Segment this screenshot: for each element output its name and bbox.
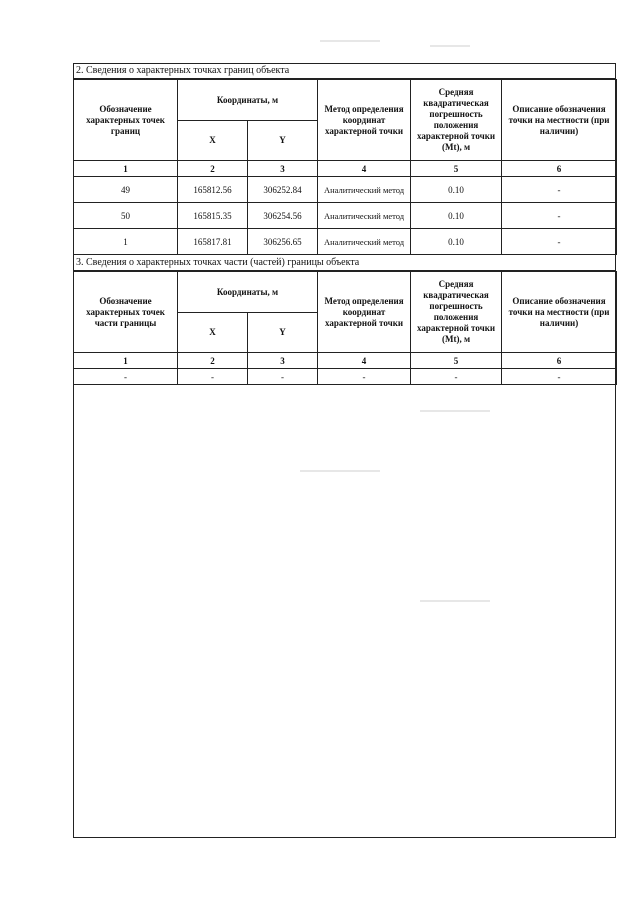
section3-title: 3. Сведения о характерных точках части (частей) границы объекта xyxy=(73,256,616,271)
table-row xyxy=(74,369,617,385)
error-value: 0.10 xyxy=(411,229,502,255)
coord-x: - xyxy=(178,369,248,385)
header-coords: Координаты, м xyxy=(178,272,318,313)
coord-y: 306252.84 xyxy=(248,177,318,203)
col-number: 3 xyxy=(248,161,318,177)
col-number: 4 xyxy=(318,353,411,369)
method: Аналитический метод xyxy=(318,177,411,203)
col-number: 2 xyxy=(178,161,248,177)
table-row xyxy=(74,203,617,229)
description: - xyxy=(502,369,617,385)
coord-y: - xyxy=(248,369,318,385)
header-designation: Обозначение характерных точек части границы xyxy=(74,272,178,353)
header-x: X xyxy=(178,121,248,161)
col-number: 1 xyxy=(74,161,178,177)
col-number: 1 xyxy=(74,353,178,369)
section2-table xyxy=(73,79,617,255)
error-value: 0.10 xyxy=(411,203,502,229)
col-number: 5 xyxy=(411,353,502,369)
coord-x: 165817.81 xyxy=(178,229,248,255)
header-x: X xyxy=(178,313,248,353)
scan-artifact xyxy=(320,40,380,42)
coord-y: 306254.56 xyxy=(248,203,318,229)
method: - xyxy=(318,369,411,385)
header-y: Y xyxy=(248,121,318,161)
method: Аналитический метод xyxy=(318,203,411,229)
error-value: - xyxy=(411,369,502,385)
scan-artifact xyxy=(430,45,470,47)
point-id: - xyxy=(74,369,178,385)
header-description: Описание обозначения точки на местности (при наличии) xyxy=(502,80,617,161)
error-value: 0.10 xyxy=(411,177,502,203)
col-number: 6 xyxy=(502,161,617,177)
header-method: Метод определения координат характерной точки xyxy=(318,80,411,161)
method: Аналитический метод xyxy=(318,229,411,255)
table-row xyxy=(74,229,617,255)
description: - xyxy=(502,203,617,229)
header-error: Средняя квадратическая погрешность положения характерной точки (Mt), м xyxy=(411,272,502,353)
header-coords: Координаты, м xyxy=(178,80,318,121)
header-error: Средняя квадратическая погрешность положения характерной точки (Mt), м xyxy=(411,80,502,161)
coord-x: 165812.56 xyxy=(178,177,248,203)
col-number: 5 xyxy=(411,161,502,177)
col-number: 4 xyxy=(318,161,411,177)
description: - xyxy=(502,177,617,203)
description: - xyxy=(502,229,617,255)
col-number: 6 xyxy=(502,353,617,369)
section3-table xyxy=(73,271,617,385)
col-number: 3 xyxy=(248,353,318,369)
header-description: Описание обозначения точки на местности (при наличии) xyxy=(502,272,617,353)
header-y: Y xyxy=(248,313,318,353)
coord-y: 306256.65 xyxy=(248,229,318,255)
point-id: 1 xyxy=(74,229,178,255)
header-method: Метод определения координат характерной точки xyxy=(318,272,411,353)
table-row xyxy=(74,177,617,203)
coord-x: 165815.35 xyxy=(178,203,248,229)
header-designation: Обозначение характерных точек границ xyxy=(74,80,178,161)
section2-title: 2. Сведения о характерных точках границ объекта xyxy=(73,64,616,79)
col-number: 2 xyxy=(178,353,248,369)
point-id: 50 xyxy=(74,203,178,229)
point-id: 49 xyxy=(74,177,178,203)
